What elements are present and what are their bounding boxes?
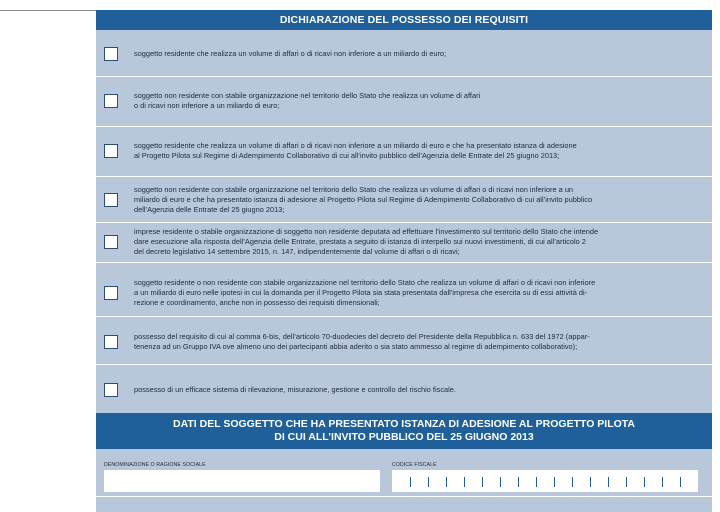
requirement-item (104, 332, 704, 352)
row-divider (96, 126, 712, 127)
section-title-requirements: DICHIARAZIONE DEL POSSESSO DEI REQUISITI (96, 10, 712, 30)
char-tick (428, 477, 429, 487)
row-divider (96, 76, 712, 77)
requirement-text: possesso di un efficace sistema di rilevazione, misurazione, gestione e controllo del rischio fiscale. (134, 385, 456, 394)
requirement-item (104, 227, 704, 257)
tax-code-label: CODICE FISCALE (392, 462, 437, 468)
char-tick (590, 477, 591, 487)
top-rule (0, 10, 96, 11)
char-tick (410, 477, 411, 487)
requirement-text: soggetto residente o non residente con stabile organizzazione nel territorio dello Stato che realizza un volume di affari o di ricavi non inferiore a un miliardo di euro nelle ipotesi in cui la domanda per il Progetto Pilota sia stata presentata dall’impresa che esercita su di essi attività di- rezione e coordinamento, anche non in possesso dei requisiti dimensionali; (134, 278, 596, 307)
requirements-form (96, 10, 712, 512)
requirement-checkbox[interactable] (104, 286, 118, 300)
char-tick (446, 477, 447, 487)
tax-code-field[interactable] (392, 470, 698, 492)
row-divider (96, 364, 712, 365)
requirement-item (104, 185, 704, 215)
requirement-text: soggetto non residente con stabile organizzazione nel territorio dello Stato che realizza un volume di affari o di ricavi non inferiore a un miliardo di euro; (134, 91, 481, 110)
requirement-item (104, 91, 704, 111)
char-tick (536, 477, 537, 487)
company-name-label: DENOMINAZIONE O RAGIONE SOCIALE (104, 462, 206, 468)
row-divider (96, 222, 712, 223)
requirement-checkbox[interactable] (104, 94, 118, 108)
char-tick (518, 477, 519, 487)
row-divider (96, 262, 712, 263)
requirement-checkbox[interactable] (104, 383, 118, 397)
requirement-text: soggetto residente che realizza un volume di affari o di ricavi non inferiore a un miliardo di euro e che ha presentato istanza di adesione al Progetto Pilota sul Regime di Adempimento Collaborativo di cui all’invito pubblico dell’Agenzia delle Entrate del 25 giugno 2013; (134, 141, 577, 160)
requirement-checkbox[interactable] (104, 144, 118, 158)
requirement-item (104, 383, 704, 397)
requirement-checkbox[interactable] (104, 335, 118, 349)
requirement-checkbox[interactable] (104, 47, 118, 61)
char-tick (500, 477, 501, 487)
char-tick (464, 477, 465, 487)
requirement-item (104, 141, 704, 161)
char-tick (572, 477, 573, 487)
requirement-text: possesso del requisito di cui al comma 6-bis, dell’articolo 70-duodecies del decreto del Presidente della Repubblica n. 633 del 1972 (appar- tenenza ad un Gruppo IVA ove almeno uno dei partecipanti abbia aderito o sia stato ammesso al regime di adempimento collaborativo); (134, 332, 590, 351)
requirement-item (104, 278, 704, 308)
row-divider (96, 316, 712, 317)
requirement-text: soggetto non residente con stabile organizzazione nel territorio dello Stato che realizza un volume di affari o di ricavi non inferiore a un miliardo di euro e che ha presentato istanza di adesione al Progetto Pilota sul Regime di Adempimento Collaborativo di cui all’invito pubblico dell’Agenzia delle Entrate del 25 giugno 2013; (134, 185, 593, 214)
bottom-rule (96, 496, 712, 497)
char-tick (626, 477, 627, 487)
requirement-text: imprese residente o stabile organizzazione di soggetto non residente deputata ad effettuare l’investimento sul territorio dello Stato che intende dare esecuzione alla risposta dell’Agenzia delle Entrate, prestata a seguito di istanza di interpello sui nuovi investimenti, di cui all’articolo 2 del decreto legislativo 14 settembre 2015, n. 147, indipendentemente dal volume di affari o di ricavi; (134, 227, 599, 256)
company-name-field[interactable] (104, 470, 380, 492)
section-title-subject-data: DATI DEL SOGGETTO CHE HA PRESENTATO ISTANZA DI ADESIONE AL PROGETTO PILOTA DI CUI ALL’INVITO PUBBLICO DEL 25 GIUGNO 2013 (96, 413, 712, 449)
char-tick (482, 477, 483, 487)
char-tick (644, 477, 645, 487)
requirement-text: soggetto residente che realizza un volume di affari o di ricavi non inferiore a un miliardo di euro; (134, 49, 447, 58)
char-tick (608, 477, 609, 487)
requirement-item (104, 47, 704, 61)
requirement-checkbox[interactable] (104, 193, 118, 207)
row-divider (96, 176, 712, 177)
char-tick (554, 477, 555, 487)
char-tick (662, 477, 663, 487)
char-tick (680, 477, 681, 487)
requirement-checkbox[interactable] (104, 235, 118, 249)
